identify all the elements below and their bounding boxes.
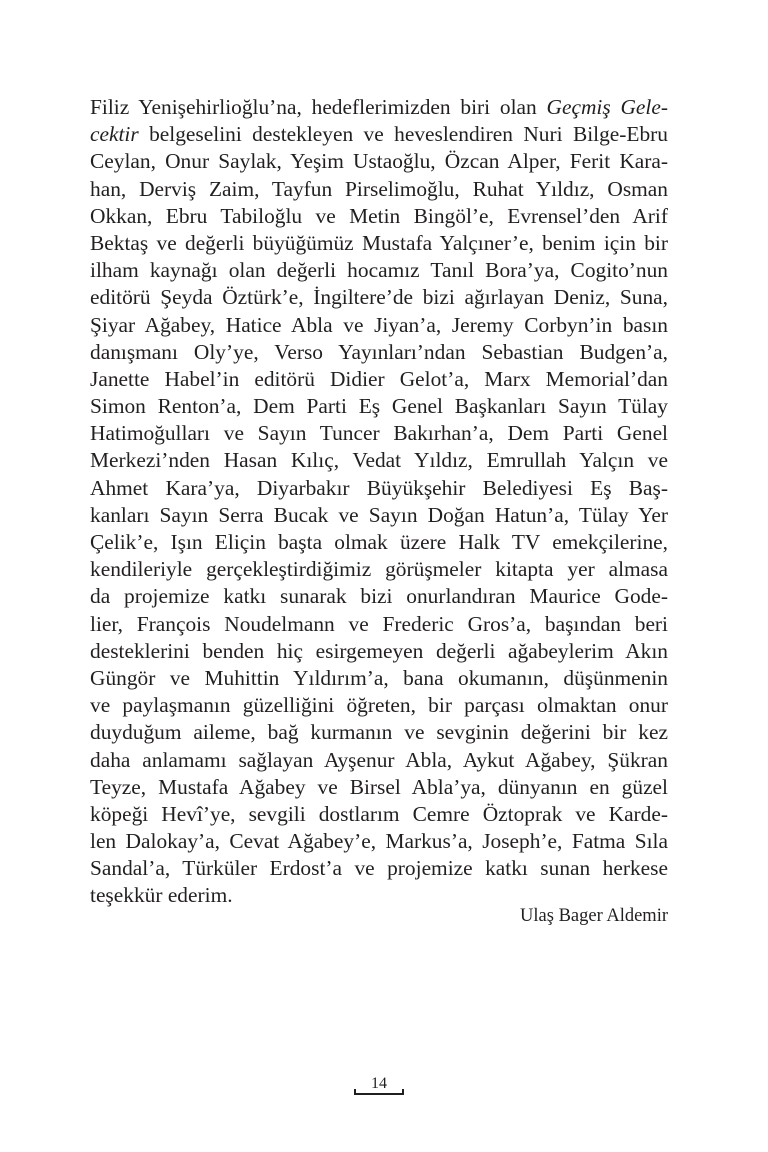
text-line xyxy=(90,447,668,474)
page-number: 14 xyxy=(371,1075,387,1092)
italic-title: Geçmiş Gele- xyxy=(546,95,668,119)
text-segment: teşekkür ederim. xyxy=(90,883,233,908)
folio-bracket-right xyxy=(402,1089,404,1095)
text-segment: ilham kaynağı olan değerli hocamız Tanıl Bora’ya, Cogito’nun xyxy=(90,258,668,283)
text-segment: Janette Habel’in editörü Didier Gelot’a, Marx Memorial’dan xyxy=(90,366,668,391)
text-line xyxy=(90,257,668,284)
text-segment: lier, François Noudelmann ve Frederic Gros’a, başından beri xyxy=(90,611,668,636)
text-segment: len Dalokay’a, Cevat Ağabey’e, Markus’a, Joseph’e, Fatma Sıla xyxy=(90,829,668,854)
text-line xyxy=(90,176,668,203)
text-segment: Güngör ve Muhittin Yıldırım’a, bana okumanın, düşünmenin xyxy=(90,665,668,690)
text-segment: desteklerini benden hiç esirgemeyen değerli ağabeylerim Akın xyxy=(90,638,668,663)
text-segment: Ahmet Kara’ya, Diyarbakır Büyükşehir Belediyesi Eş Baş- xyxy=(90,475,668,500)
text-segment: danışmanı Oly’ye, Verso Yayınları’ndan Sebastian Budgen’a, xyxy=(90,339,668,364)
text-line xyxy=(90,665,668,692)
text-segment: Teyze, Mustafa Ağabey ve Birsel Abla’ya, dünyanın en güzel xyxy=(90,774,668,799)
text-line xyxy=(90,121,668,148)
text-line xyxy=(90,692,668,719)
text-line xyxy=(90,774,668,801)
text-line xyxy=(90,583,668,610)
text-line xyxy=(90,94,668,121)
text-segment: da projemize katkı sunarak bizi onurlandıran Maurice Gode- xyxy=(90,584,668,609)
author-signature: Ulaş Bager Aldemir xyxy=(520,906,668,926)
page-folio xyxy=(354,1075,404,1099)
acknowledgements-paragraph xyxy=(90,94,668,910)
text-line xyxy=(90,638,668,665)
text-segment: han, Derviş Zaim, Tayfun Pirselimoğlu, Ruhat Yıldız, Osman xyxy=(90,176,668,201)
text-line xyxy=(90,747,668,774)
text-segment: kendileriyle gerçekleştirdiğimiz görüşmeler kitapta yer almasa xyxy=(90,557,668,582)
text-line xyxy=(90,420,668,447)
text-segment: Bektaş ve değerli büyüğümüz Mustafa Yalçıner’e, benim için bir xyxy=(90,230,668,255)
text-segment: Şiyar Ağabey, Hatice Abla ve Jiyan’a, Jeremy Corbyn’in basın xyxy=(90,312,668,337)
text-line xyxy=(90,284,668,311)
text-line xyxy=(90,475,668,502)
text-segment: Sandal’a, Türküler Erdost’a ve projemize katkı sunan herkese xyxy=(90,856,668,881)
text-segment: Çelik’e, Işın Eliçin başta olmak üzere Halk TV emekçilerine, xyxy=(90,530,668,554)
text-segment: kanları Sayın Serra Bucak ve Sayın Doğan Hatun’a, Tülay Yer xyxy=(90,502,668,527)
text-segment: Ceylan, Onur Saylak, Yeşim Ustaoğlu, Özcan Alper, Ferit Kara- xyxy=(90,149,668,174)
text-line xyxy=(90,312,668,339)
text-line xyxy=(90,828,668,855)
folio-rule xyxy=(354,1093,404,1095)
text-line xyxy=(90,529,668,556)
text-segment: ve paylaşmanın güzelliğini öğreten, bir parçası olmaktan onur xyxy=(90,693,668,718)
text-segment: belgeselini destekleyen ve heveslendiren Nuri Bilge-Ebru xyxy=(138,122,668,147)
text-segment: daha anlamamı sağlayan Ayşenur Abla, Aykut Ağabey, Şükran xyxy=(90,747,668,772)
text-segment: Okkan, Ebru Tabiloğlu ve Metin Bingöl’e, Evrensel’den Arif xyxy=(90,203,668,228)
text-segment: Merkezi’nden Hasan Kılıç, Vedat Yıldız, Emrullah Yalçın ve xyxy=(90,448,668,473)
text-line xyxy=(90,339,668,366)
text-line xyxy=(90,502,668,529)
text-line xyxy=(90,393,668,420)
text-line xyxy=(90,556,668,583)
text-line xyxy=(90,366,668,393)
italic-title: cektir xyxy=(90,122,139,147)
text-segment: editörü Şeyda Öztürk’e, İngiltere’de bizi ağırlayan Deniz, Suna, xyxy=(90,285,668,310)
text-line xyxy=(90,148,668,175)
text-segment: Filiz Yenişehirlioğlu’na, hedeflerimizden biri olan xyxy=(90,95,547,119)
text-line xyxy=(90,203,668,230)
text-segment: Simon Renton’a, Dem Parti Eş Genel Başkanları Sayın Tülay xyxy=(90,394,668,419)
text-line xyxy=(90,855,668,882)
text-segment: Hatimoğulları ve Sayın Tuncer Bakırhan’a, Dem Parti Genel xyxy=(90,421,668,446)
text-segment: duyduğum aileme, bağ kurmanın ve sevginin değerini bir kez xyxy=(90,720,668,745)
text-line xyxy=(90,801,668,828)
text-segment: köpeği Hevî’ye, sevgili dostlarım Cemre Öztoprak ve Karde- xyxy=(90,801,668,826)
text-line xyxy=(90,611,668,638)
text-line xyxy=(90,719,668,746)
text-line xyxy=(90,230,668,257)
